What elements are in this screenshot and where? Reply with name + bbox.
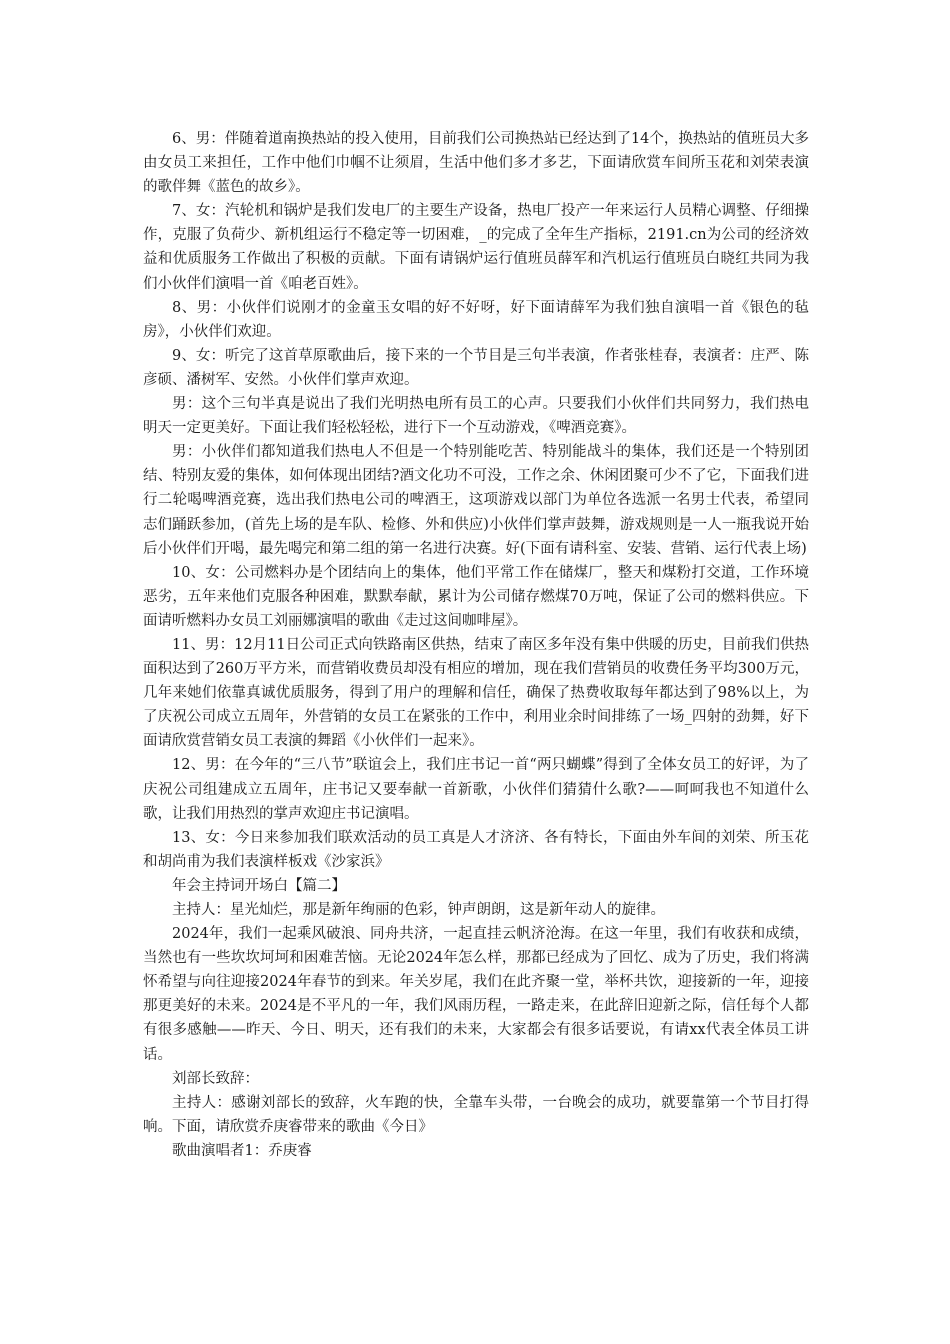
paragraph-item-12: 12、男：在今年的“三八节”联谊会上，我们庄书记一首“两只蝴蝶”得到了全体女员工的好评，为了庆祝公司组建成立五周年，庄书记又要奉献一首新歌，小伙伴们猜猜什么歌?——呵呵我也不知道什么歌，让我们用热烈的掌声欢迎庄书记演唱。: [143, 757, 809, 822]
paragraph-item-13: 13、女：今日来参加我们联欢活动的员工真是人才济济、各有特长，下面由外车间的刘荣、所玉花和胡尚甫为我们表演样板戏《沙家浜》: [143, 829, 809, 870]
paragraph-host-opening: 主持人：星光灿烂，那是新年绚丽的色彩，钟声朗朗，这是新年动人的旋律。: [172, 902, 665, 918]
paragraph-item-10: 10、女：公司燃料办是个团结向上的集体，他们平常工作在储煤厂，整天和煤粉打交道，工作环境恶劣，五年来他们克服各种困难，默默奉献，累计为公司储存燃煤70万吨，保证了公司的燃料供应。下面请听燃料办女员工刘丽娜演唱的歌曲《走过这间咖啡屋》。: [143, 564, 809, 629]
document-body: [143, 127, 809, 1163]
paragraph-item-9: 9、女：听完了这首草原歌曲后，接下来的一个节目是三句半表演，作者张桂春，表演者：庄严、陈彦硕、潘树军、安然。小伙伴们掌声欢迎。: [143, 347, 809, 388]
paragraph-male-host-2: 男：小伙伴们都知道我们热电人不但是一个特别能吃苦、特别能战斗的集体，我们还是一个特别团结、特别友爱的集体，如何体现出团结?酒文化功不可没，工作之余、休闲团聚可少不了它，下面我们进行二轮喝啤酒竞赛，选出我们热电公司的啤酒王，这项游戏以部门为单位各选派一名男士代表，希望同志们踊跃参加，(首先上场的是车队、检修、外和供应)小伙伴们掌声鼓舞，游戏规则是一人一瓶我说开始后小伙伴们开喝，最先喝完和第二组的第一名进行决赛。好(下面有请科室、安装、营销、运行代表上场): [143, 444, 809, 557]
paragraph-speech-label: 刘部长致辞：: [172, 1070, 259, 1087]
paragraph-item-8: 8、男：小伙伴们说刚才的金童玉女唱的好不好呀，好下面请薛军为我们独自演唱一首《银色的毡房》，小伙伴们欢迎。: [143, 299, 809, 340]
paragraph-singer: 歌曲演唱者1：乔庚睿: [172, 1142, 312, 1159]
paragraph-item-7: 7、女：汽轮机和锅炉是我们发电厂的主要生产设备，热电厂投产一年来运行人员精心调整、仔细操作，克服了负荷少、新机组运行不稳定等一切困难，_的完成了全年生产指标，2191.cn为公司的经济效益和优质服务工作做出了积极的贡献。下面有请锅炉运行值班员薛军和汽机运行值班员白晓红共同为我们小伙伴们演唱一首《咱老百姓》。: [143, 203, 809, 292]
paragraph-male-host-1: 男：这个三句半真是说出了我们光明热电所有员工的心声。只要我们小伙伴们共同努力，我们热电明天一定更美好。下面让我们轻松轻松，进行下一个互动游戏，《啤酒竞赛》。: [143, 396, 809, 437]
paragraph-host-thanks: 主持人：感谢刘部长的致辞，火车跑的快，全靠车头带，一台晚会的成功，就要靠第一个节目打得响。下面，请欣赏乔庚睿带来的歌曲《今日》: [143, 1094, 809, 1135]
paragraph-item-11: 11、男：12月11日公司正式向铁路南区供热，结束了南区多年没有集中供暖的历史，目前我们供热面积达到了260万平方米，而营销收费员却没有相应的增加，现在我们营销员的收费任务平均300万元，几年来她们依靠真诚优质服务，得到了用户的理解和信任，确保了热费收取每年都达到了98%以上，为了庆祝公司成立五周年，外营销的女员工在紧张的工作中，利用业余时间排练了一场_四射的劲舞，好下面请欣赏营销女员工表演的舞蹈《小伙伴们一起来》。: [143, 636, 809, 750]
section-heading: 年会主持词开场白【篇二】: [172, 877, 346, 894]
paragraph-item-6: 6、男：伴随着道南换热站的投入使用，目前我们公司换热站已经达到了14个，换热站的值班员大多由女员工来担任，工作中他们巾帼不让须眉，生活中他们多才多艺，下面请欣赏车间所玉花和刘荣表演的歌伴舞《蓝色的故乡》。: [143, 131, 809, 196]
paragraph-year-review: 2024年，我们一起乘风破浪、同舟共济，一起直挂云帆济沧海。在这一年里，我们有收获和成绩，当然也有一些坎坎坷坷和困难苦恼。无论2024年怎么样，那都已经成为了回忆、成为了历史，我们将满怀希望与向往迎接2024年春节的到来。年关岁尾，我们在此齐聚一堂，举杯共饮，迎接新的一年，迎接那更美好的未来。2024是不平凡的一年，我们风雨历程，一路走来，在此辞旧迎新之际，信任每个人都有很多感触——昨天、今日、明天，还有我们的未来，大家都会有很多话要说，有请xx代表全体员工讲话。: [143, 926, 809, 1063]
